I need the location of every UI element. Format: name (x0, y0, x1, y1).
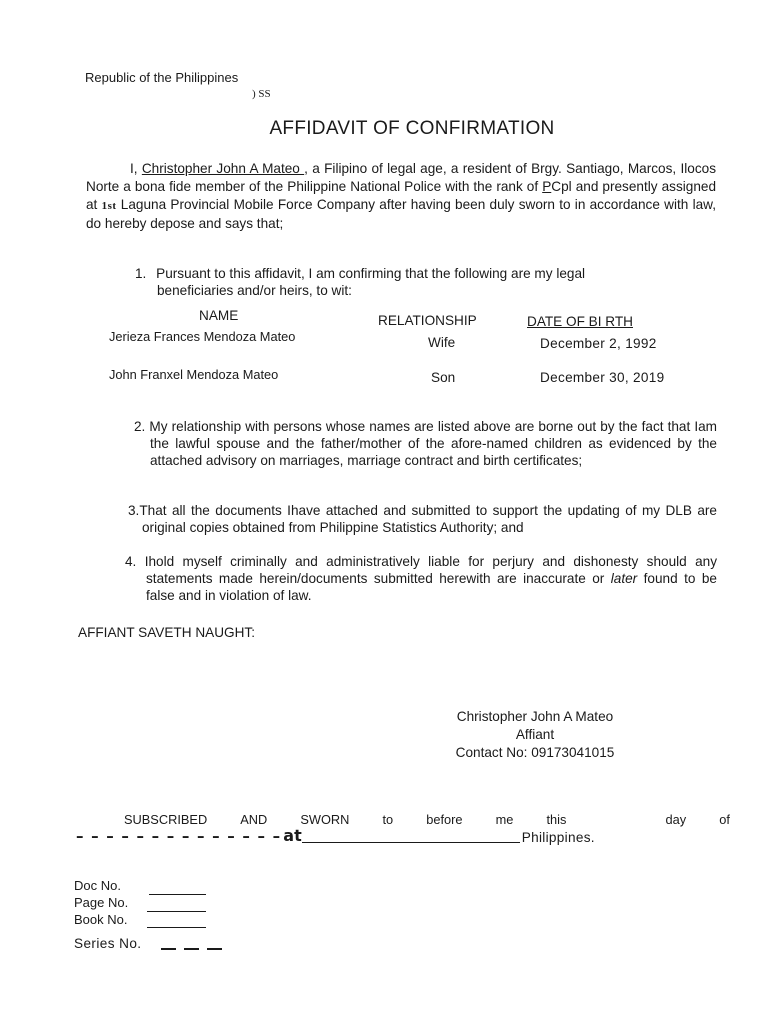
header-ss: ) SS (252, 88, 271, 100)
item-1-line1: Pursuant to this affidavit, I am confirming that the following are my legal (156, 266, 586, 281)
beneficiary-2-relationship: Son (431, 370, 456, 385)
beneficiary-1-relationship: Wife (428, 335, 456, 350)
affiant-role: Affiant (515, 727, 555, 742)
jurat-word: SWORN (300, 812, 350, 827)
document-title: AFFIDAVIT OF CONFIRMATION (269, 118, 555, 139)
affiant-signature-block (380, 708, 690, 762)
item-2 (134, 418, 717, 469)
item-1-number: 1. (135, 266, 147, 281)
series-no-blank[interactable] (184, 948, 199, 950)
affiant-saveth-naught: AFFIANT SAVETH NAUGHT: (78, 625, 255, 640)
affiant-contact: Contact No: 09173041015 (455, 745, 615, 760)
rank-rest: Cpl and presently assigned at (86, 179, 717, 212)
item-4-later: later (610, 571, 638, 586)
item-3-body (128, 502, 717, 536)
jurat-word: day (665, 812, 687, 827)
column-header-name: NAME (199, 308, 239, 323)
item-3-text: That all the documents Ihave attached and submitted to support the updating of my DLB are original copies obtained from Philippine Statistics Authority; and (139, 503, 717, 535)
intro-paragraph (86, 160, 716, 233)
jurat-word: to (382, 812, 394, 827)
jurat-word: before (426, 812, 463, 827)
jurat-date-dashes: – – – – – – – – – – – – – – (76, 827, 282, 845)
affiant-name: Christopher John A Mateo (456, 709, 614, 724)
column-header-relationship: RELATIONSHIP (378, 313, 477, 328)
beneficiary-2-dob: December 30, 2019 (540, 370, 665, 385)
jurat-country: Philippines. (521, 830, 595, 845)
book-no-blank[interactable] (147, 927, 206, 928)
item-2-number: 2. (134, 419, 146, 434)
doc-no-label: Doc No. (74, 878, 121, 893)
series-no-blank[interactable] (207, 948, 222, 950)
jurat-at: at (283, 826, 302, 845)
ordinal: 1st (101, 200, 117, 212)
jurat-place-blank[interactable] (302, 826, 520, 843)
book-no-label: Book No. (74, 912, 128, 927)
affiant-name-underlined: Christopher John A Mateo (141, 161, 305, 176)
item-3 (128, 502, 717, 536)
header-republic: Republic of the Philippines (85, 70, 239, 85)
rank-p: P (542, 179, 552, 194)
series-no-blank[interactable] (161, 948, 176, 950)
intro-part3: Laguna Provincial Mobile Force Company after having been duly sworn to in accordance with law, do hereby depose and says that; (86, 197, 716, 231)
jurat-word: this (546, 812, 567, 827)
page-no-blank[interactable] (147, 911, 206, 912)
item-1-line2: beneficiaries and/or heirs, to wit: (157, 283, 352, 298)
jurat-word: SUBSCRIBED (124, 812, 208, 827)
beneficiary-1-name: Jerieza Frances Mendoza Mateo (109, 329, 296, 344)
jurat-word: of (719, 812, 730, 827)
doc-no-blank[interactable] (149, 894, 206, 895)
item-2-text: My relationship with persons whose names are listed above are borne out by the fact that Iam the lawful spouse and the father/mother of the afore-named children as evidenced by the attached advisory on marriages, marriage contract and birth certificates; (149, 419, 718, 468)
item-4-text-b: found to be false and in violation of law. (146, 571, 717, 603)
intro-part1: I, (130, 161, 142, 176)
jurat-word: AND (240, 812, 268, 827)
item-2-body (134, 418, 717, 469)
jurat-word: me (495, 812, 514, 827)
page-no-label: Page No. (74, 895, 129, 910)
item-1 (135, 265, 717, 299)
item-4-text-a: Ihold myself criminally and administratively liable for perjury and dishonesty should any statements made herein/documents submitted herewith are inaccurate or (144, 554, 717, 586)
beneficiary-1-dob: December 2, 1992 (540, 336, 657, 351)
item-4 (125, 553, 717, 604)
beneficiary-2-name: John Franxel Mendoza Mateo (109, 367, 279, 382)
item-4-number: 4. (125, 554, 137, 569)
jurat-subscribed-line (124, 812, 730, 827)
series-no-label: Series No. (74, 936, 142, 951)
item-3-number: 3. (128, 503, 140, 518)
column-header-dob: DATE OF BI RTH (527, 314, 633, 329)
jurat-place-line (76, 826, 595, 845)
intro-part2: , a Filipino of legal age, a resident of Brgy. Santiago, Marcos, Ilocos Norte a bona fide member of the Philippine National Police with the rank of (86, 161, 716, 194)
item-4-body (125, 553, 717, 604)
